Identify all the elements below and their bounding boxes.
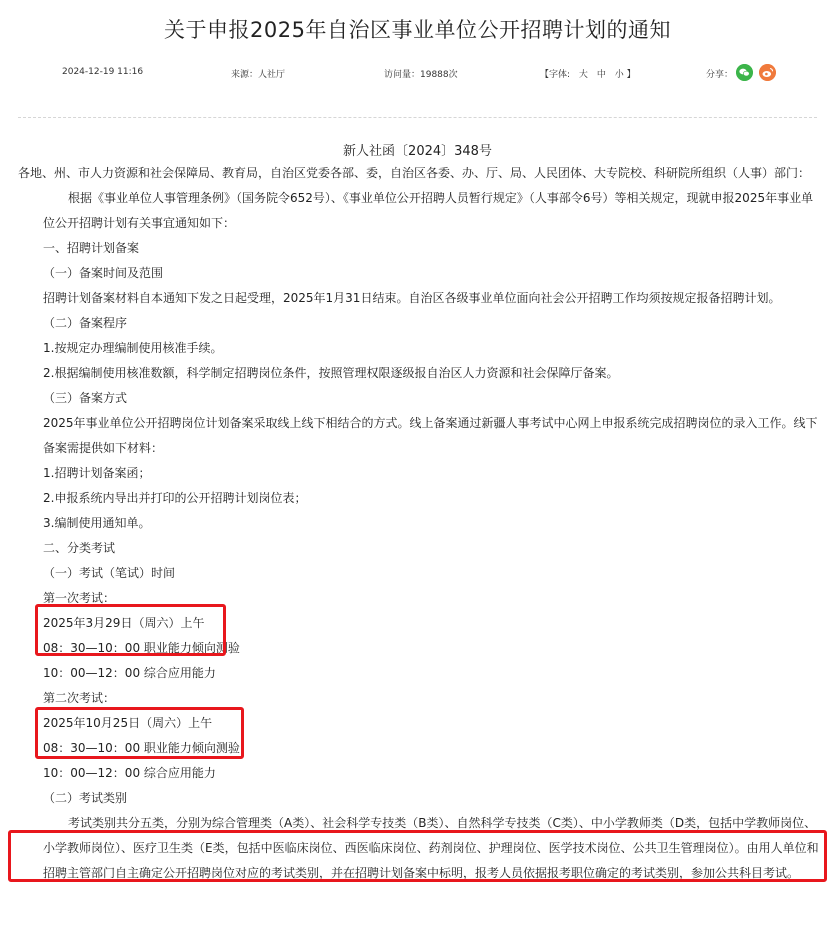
subheading-1-3: （三）备案方式 xyxy=(43,391,128,405)
exam-2-date: 2025年10月25日（周六）上午 xyxy=(43,716,213,730)
font-large-link[interactable]: 大 xyxy=(578,70,588,80)
article-meta xyxy=(0,67,835,81)
article-body xyxy=(18,161,824,886)
heading-section-2: 二、分类考试 xyxy=(43,541,116,555)
list-item: 2.申报系统内导出并打印的公开招聘计划岗位表； xyxy=(43,491,307,505)
subheading-2-2: （二）考试类别 xyxy=(43,791,128,805)
exam-2-session-2: 10：00—12：00 综合应用能力 xyxy=(43,766,216,780)
list-item: 2.根据编制使用核准数额，科学制定招聘岗位条件，按照管理权限逐级报自治区人力资源和社会保障厅备案。 xyxy=(43,366,619,380)
share-label: 分享： xyxy=(706,70,734,80)
wechat-icon[interactable] xyxy=(736,64,753,81)
font-medium-link[interactable]: 中 xyxy=(596,70,606,80)
publish-date: 2024-12-19 11:16 xyxy=(62,67,144,77)
paragraph-exam-categories: 考试类别共分五类，分别为综合管理类（A类）、社会科学专技类（B类）、自然科学专技类（C类）、中小学教师类（D类，包括中学教师岗位、小学教师岗位）、医疗卫生类（E类，包括中医临床岗位、西医临床岗位、药剂岗位、护理岗位、医学技术岗位、公共卫生管理岗位）。由用人单位和招聘主管部门自主确定公开招聘岗位对应的考试类别，并在招聘计划备案中标明，报考人员依据报考职位确定的考试类别，参加公共科目考试。 xyxy=(43,816,819,880)
font-small-link[interactable]: 小 xyxy=(614,70,624,80)
exam-2-label: 第二次考试： xyxy=(43,691,116,705)
list-item: 1.按规定办理编制使用核准手续。 xyxy=(43,341,223,355)
exam-2-session-1: 08：30—10：00 职业能力倾向测验 xyxy=(43,741,240,755)
paragraph-intro: 根据《事业单位人事管理条例》（国务院令652号）、《事业单位公开招聘人员暂行规定》（人事部令6号）等相关规定，现就申报2025年事业单位公开招聘计划有关事宜通知如下： xyxy=(43,191,814,230)
view-count: 访问量：19888次 xyxy=(384,70,458,80)
subheading-1-1: （一）备案时间及范围 xyxy=(43,266,164,280)
document-number: 新人社函〔2024〕348号 xyxy=(343,144,492,159)
weibo-icon[interactable] xyxy=(759,64,776,81)
subheading-1-2: （二）备案程序 xyxy=(43,316,128,330)
exam-1-date: 2025年3月29日（周六）上午 xyxy=(43,616,205,630)
exam-1-label: 第一次考试： xyxy=(43,591,116,605)
header-divider xyxy=(18,117,817,118)
source-label: 来源：人社厅 xyxy=(231,70,286,80)
exam-1-session-2: 10：00—12：00 综合应用能力 xyxy=(43,666,216,680)
list-item: 1.招聘计划备案函； xyxy=(43,466,151,480)
exam-1-session-1: 08：30—10：00 职业能力倾向测验 xyxy=(43,641,240,655)
article-title: 关于申报2025年自治区事业单位公开招聘计划的通知 xyxy=(164,18,671,42)
font-size-controls: 【字体: 大 中 小 】 xyxy=(540,70,636,80)
subheading-2-1: （一）考试（笔试）时间 xyxy=(43,566,176,580)
paragraph-filing-method: 2025年事业单位公开招聘岗位计划备案采取线上线下相结合的方式。线上备案通过新疆人事考试中心网上申报系统完成招聘岗位的录入工作。线下备案需提供如下材料： xyxy=(43,416,818,455)
paragraph-filing-period: 招聘计划备案材料自本通知下发之日起受理，2025年1月31日结束。自治区各级事业单位面向社会公开招聘工作均须按规定报备招聘计划。 xyxy=(43,291,781,305)
list-item: 3.编制使用通知单。 xyxy=(43,516,151,530)
heading-section-1: 一、招聘计划备案 xyxy=(43,241,140,255)
paragraph-recipients: 各地、州、市人力资源和社会保障局、教育局，自治区党委各部、委，自治区各委、办、厅、局、人民团体、大专院校、科研院所组织（人事）部门： xyxy=(18,166,811,180)
